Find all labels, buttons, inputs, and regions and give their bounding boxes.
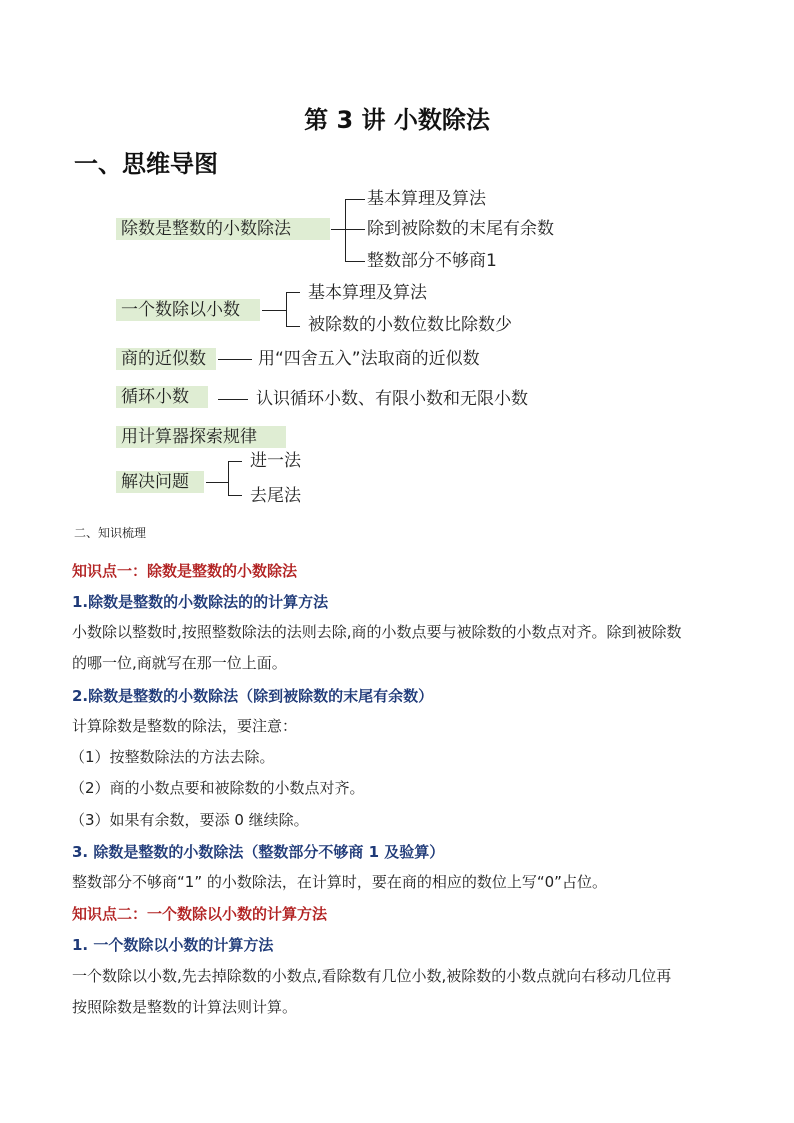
- bracket-tick: [286, 292, 300, 293]
- mindmap-leaf: 基本算理及算法: [308, 283, 427, 303]
- mindmap-node-g1: 除数是整数的小数除法: [116, 218, 330, 240]
- section-heading-knowledge: 二、知识梳理: [74, 526, 147, 540]
- connector: [218, 359, 252, 360]
- subsection-title: 1. 一个数除以小数的计算方法: [72, 936, 274, 954]
- mindmap-node-g2: 一个数除以小数: [116, 299, 260, 321]
- knowledge-point-title: 知识点二：一个数除以小数的计算方法: [72, 905, 328, 923]
- mindmap-leaf: 进一法: [250, 451, 301, 471]
- bracket: [286, 292, 287, 327]
- bracket-tick: [345, 229, 365, 230]
- mindmap-leaf: 除到被除数的末尾有余数: [367, 219, 554, 239]
- mindmap-leaf: 去尾法: [250, 486, 301, 506]
- mindmap-leaf: 被除数的小数位数比除数少: [308, 315, 512, 335]
- body-text: 整数部分不够商“1” 的小数除法，在计算时，要在商的相应的数位上写“0”占位。: [72, 873, 607, 891]
- connector: [262, 310, 286, 311]
- bracket-tick: [345, 261, 365, 262]
- list-item: （2）商的小数点要和被除数的小数点对齐。: [70, 779, 365, 797]
- body-text: 按照除数是整数的计算法则计算。: [72, 998, 298, 1016]
- mindmap-leaf: 整数部分不够商1: [367, 251, 497, 271]
- bracket: [345, 199, 346, 261]
- mindmap-note: 用“四舍五入”法取商的近似数: [258, 349, 480, 369]
- bracket-tick: [228, 461, 242, 462]
- body-text: 小数除以整数时,按照整数除法的法则去除,商的小数点要与被除数的小数点对齐。除到被除数: [72, 623, 682, 641]
- body-text: 一个数除以小数,先去掉除数的小数点,看除数有几位小数,被除数的小数点就向右移动几位再: [72, 967, 672, 985]
- mindmap-node-g6: 解决问题: [116, 471, 204, 493]
- list-item: （3）如果有余数，要添 0 继续除。: [70, 811, 309, 829]
- connector: [218, 399, 248, 400]
- subsection-title: 2.除数是整数的小数除法（除到被除数的末尾有余数）: [72, 687, 434, 705]
- list-item: （1）按整数除法的方法去除。: [70, 748, 275, 766]
- mindmap-node-g4: 循环小数: [116, 386, 208, 408]
- bracket-tick: [286, 326, 300, 327]
- connector: [206, 482, 228, 483]
- body-text: 计算除数是整数的除法，要注意：: [72, 717, 298, 735]
- bracket-tick: [228, 495, 242, 496]
- section-heading-mindmap: 一、思维导图: [74, 150, 218, 178]
- subsection-title: 3. 除数是整数的小数除法（整数部分不够商 1 及验算）: [72, 843, 445, 861]
- mindmap-node-g3: 商的近似数: [116, 348, 216, 370]
- subsection-title: 1.除数是整数的小数除法的的计算方法: [72, 593, 329, 611]
- mindmap-node-g5: 用计算器探索规律: [116, 426, 286, 448]
- body-text: 的哪一位,商就写在那一位上面。: [72, 654, 287, 672]
- mindmap-leaf: 基本算理及算法: [367, 189, 486, 209]
- knowledge-point-title: 知识点一：除数是整数的小数除法: [72, 562, 298, 580]
- page-title: 第 3 讲 小数除法: [304, 106, 490, 134]
- mindmap-note: 认识循环小数、有限小数和无限小数: [256, 389, 528, 409]
- connector: [331, 229, 345, 230]
- bracket: [228, 461, 229, 496]
- bracket-tick: [345, 199, 365, 200]
